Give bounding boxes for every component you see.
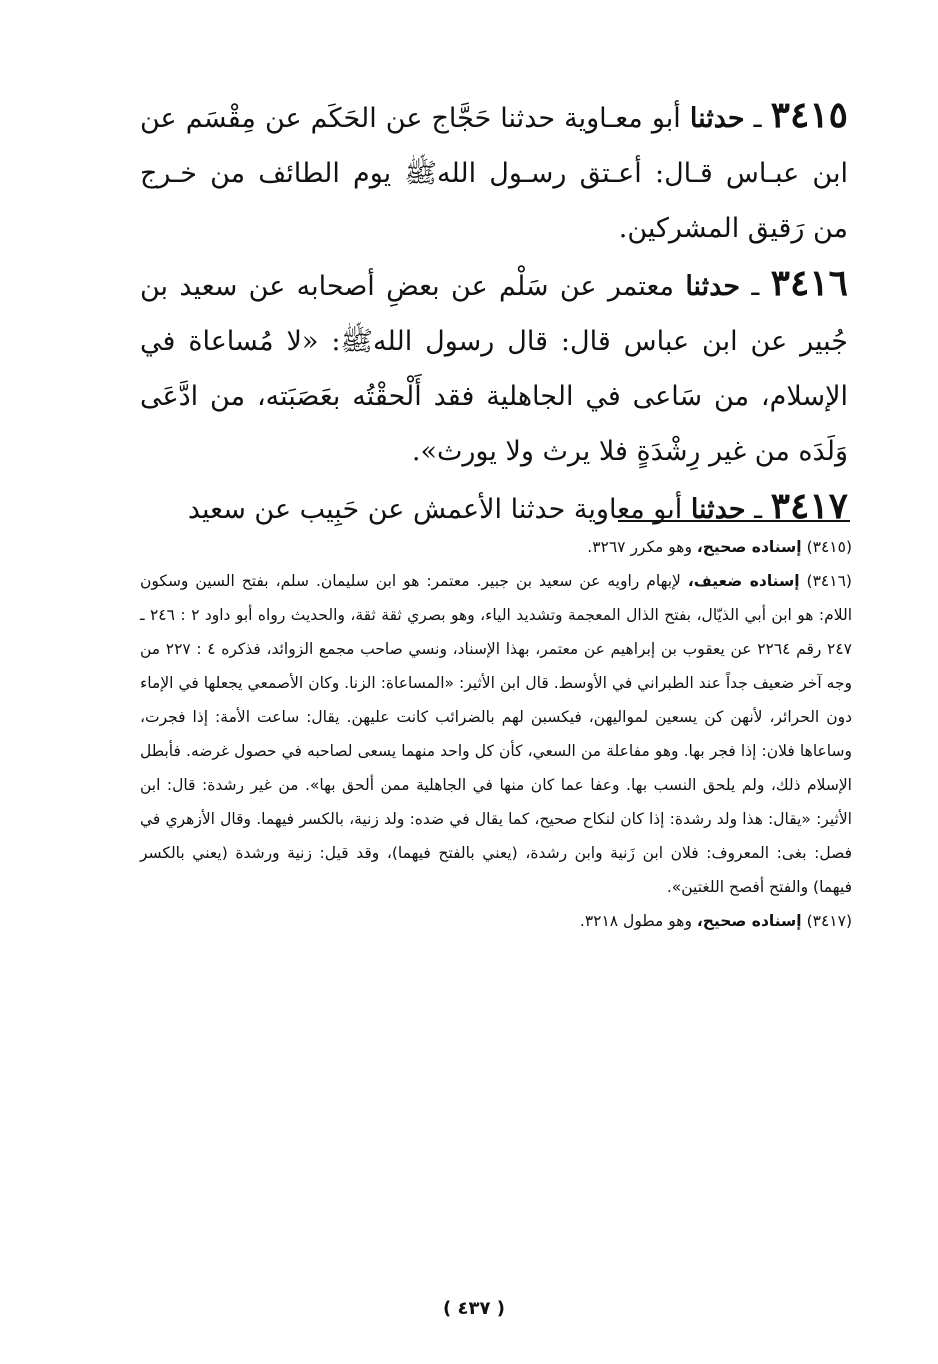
hadith-lead: حدثنا	[690, 494, 746, 525]
footnote-divider	[618, 520, 850, 522]
hadith-lead: حدثنا	[689, 103, 745, 134]
footnote-title: إسناده ضعيف،	[687, 572, 800, 590]
footnote-text: وهو مطول ٣٢١٨.	[579, 912, 692, 930]
hadith-3415: ٣٤١٥ ـ حدثنا أبو معـاوية حدثنا حَجَّاج عن الحَكَم عن مِقْسَم عن ابن عبـاس قـال: أعـتق رسـول اللهﷺ يوم الطائف من خـرج من رَقيق المشركين.	[140, 94, 848, 244]
page-number: ( ٤٣٧ )	[443, 1298, 505, 1319]
hadith-text: أبو معاوية حدثنا الأعمش عن حَبِيب عن سعيد	[187, 494, 683, 525]
footnote-ref: (٣٤١٥)	[806, 538, 852, 556]
footnote-text: وهو مكرر ٣٢٦٧.	[587, 538, 692, 556]
hadith-number: ٣٤١٧	[770, 485, 848, 527]
footnote-title: إسناده صحيح،	[696, 538, 802, 556]
footnote-title: إسناده صحيح،	[696, 912, 802, 930]
footnote-3417	[140, 904, 852, 938]
hadith-text: أبو معـاوية حدثنا حَجَّاج عن الحَكَم عن مِقْسَم عن ابن عبـاس قـال: أعـتق رسـول اللهﷺ يوم الطائف من خـرج من رَقيق المشركين.	[140, 103, 848, 244]
hadith-number: ٣٤١٦	[770, 262, 848, 304]
hadith-lead: حدثنا	[685, 271, 741, 302]
footnote-3416	[140, 564, 852, 904]
hadith-number: ٣٤١٥	[770, 94, 848, 136]
footnote-ref: (٣٤١٧)	[806, 912, 852, 930]
footnote-text: لإبهام راويه عن سعيد بن جبير. معتمر: هو ابن سليمان. سلم، بفتح السين وسكون اللام: هو ابن أبي الذيّال، بفتح الذال المعجمة وتشديد الياء، وهو بصري ثقة ثقة، والحديث رواه أبو داود ٢ : ٢٤٦ ـ ٢٤٧ رقم ٢٢٦٤ عن يعقوب بن إبراهيم عن معتمر، بهذا الإسناد، ونسي صاحب مجمع الزوائد، فذكره ٤ : ٢٢٧ من وجه آخر ضعيف جداً عند الطبراني في الأوسط. قال ابن الأثير: «المساعاة: الزنا. وكان الأصمعي يجعلها في الإماء دون الحرائر، لأنهن كن يسعين لمواليهن، فيكسبن لهم بالضرائب كانت عليهن. يقال: ساعت الأمة: إذا فجرت، وساعاها فلان: إذا فجر بها. وهو مفاعلة من السعي، كأن كل واحد منهما يسعى لصاحبه في حصول غرضه. فأبطل الإسلام ذلك، ولم يلحق النسب بها. وعفا عما كان منها في الجاهلية ممن ألحق بها». من غير رشدة: قال: ابن الأثير: «يقال: هذا ولد رشدة: إذا كان لنكاح صحيح، كما يقال في ضده: ولد زنية، بالكسر فيهما. وقال الأزهري في فصل: بغى: المعروف: فلان ابن زَنية وابن رشدة، (يعني بالفتح فيهما)، وقد قيل: زنية ورشدة (يعني بالكسر فيهما) والفتح أفصح اللغتين».	[140, 572, 852, 896]
hadith-text: معتمر عن سَلْم عن بعضِ أصحابه عن سعيد بن جُبير عن ابن عباس قال: قال رسول اللهﷺ: «لا مُساعاة في الإسلام، من سَاعى في الجاهلية فقد أَلْحقْتُه بعَصَبَته، من ادَّعَى وَلَدَه من غير رِشْدَةٍ فلا يرث ولا يورث».	[140, 271, 848, 467]
main-text	[140, 88, 848, 537]
footnote-3415	[140, 530, 852, 564]
footnote-ref: (٣٤١٦)	[806, 572, 852, 590]
hadith-3416: ٣٤١٦ ـ حدثنا معتمر عن سَلْم عن بعضِ أصحابه عن سعيد بن جُبير عن ابن عباس قال: قال رسول اللهﷺ: «لا مُساعاة في الإسلام، من سَاعى في الجاهلية فقد أَلْحقْتُه بعَصَبَته، من ادَّعَى وَلَدَه من غير رِشْدَةٍ فلا يرث ولا يورث».	[140, 262, 848, 467]
footnotes	[140, 530, 852, 938]
hadith-3417: ٣٤١٧ ـ حدثنا أبو معاوية حدثنا الأعمش عن حَبِيب عن سعيد	[187, 485, 848, 527]
